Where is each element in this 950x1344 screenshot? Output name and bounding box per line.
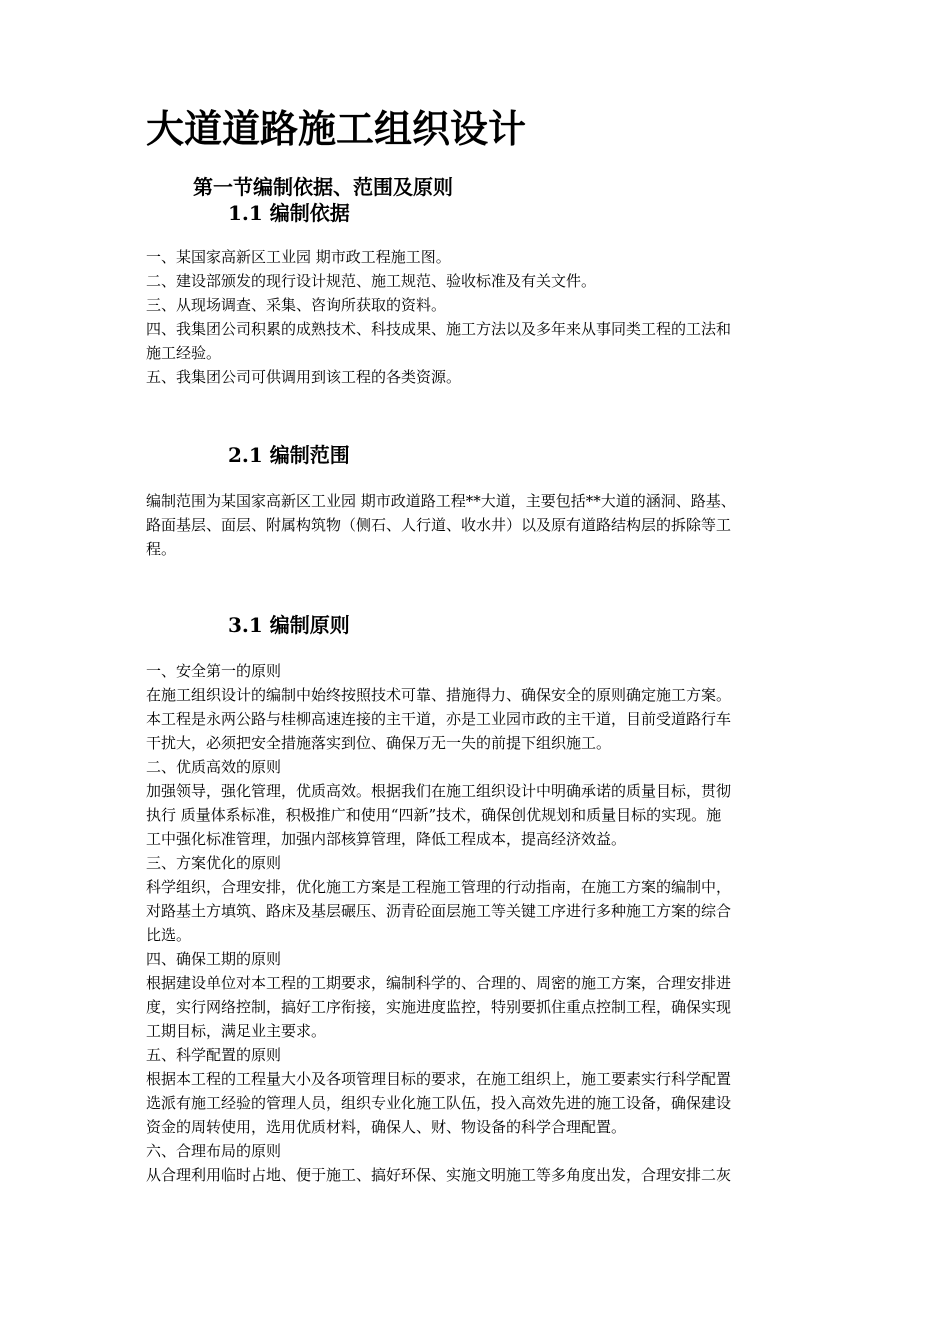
principles-line: 在施工组织设计的编制中始终按照技术可靠、措施得力、确保安全的原则确定施工方案。 bbox=[146, 686, 732, 704]
scope-paragraph bbox=[146, 489, 810, 561]
scope-line: 程。 bbox=[146, 540, 177, 558]
principles-line: 干扰大，必须把安全措施落实到位、确保万无一失的前提下组织施工。 bbox=[146, 734, 612, 752]
basis-paragraph bbox=[146, 245, 810, 389]
document-title: 大道道路施工组织设计 bbox=[146, 106, 527, 151]
basis-line: 四、我集团公司积累的成熟技术、科技成果、施工方法以及多年来从事同类工程的工法和 bbox=[146, 320, 732, 338]
principles-line: 本工程是永两公路与桂柳高速连接的主干道，亦是工业园市政的主干道，目前受道路行车 bbox=[146, 710, 732, 728]
section-heading: 第一节编制依据、范围及原则 bbox=[193, 175, 453, 199]
principles-line: 加强领导，强化管理，优质高效。根据我们在施工组织设计中明确承诺的质量目标，贯彻 bbox=[146, 782, 732, 800]
principles-line: 四、确保工期的原则 bbox=[146, 950, 282, 968]
basis-line: 二、建设部颁发的现行设计规范、施工规范、验收标准及有关文件。 bbox=[146, 272, 597, 290]
principles-line: 比选。 bbox=[146, 926, 192, 944]
principles-line: 一、安全第一的原则 bbox=[146, 662, 282, 680]
basis-line: 五、我集团公司可供调用到该工程的各类资源。 bbox=[146, 368, 462, 386]
principles-line: 二、优质高效的原则 bbox=[146, 758, 282, 776]
scope-line: 编制范围为某国家高新区工业园 期市政道路工程**大道，主要包括**大道的涵洞、路基、 bbox=[146, 492, 736, 510]
principles-line: 工期目标，满足业主要求。 bbox=[146, 1022, 327, 1040]
scope-line: 路面基层、面层、附属构筑物（侧石、人行道、收水井）以及原有道路结构层的拆除等工 bbox=[146, 516, 732, 534]
principles-line: 五、科学配置的原则 bbox=[146, 1046, 282, 1064]
principles-line: 三、方案优化的原则 bbox=[146, 854, 282, 872]
basis-line: 施工经验。 bbox=[146, 344, 222, 362]
principles-line: 根据建设单位对本工程的工期要求，编制科学的、合理的、周密的施工方案，合理安排进 bbox=[146, 974, 732, 992]
principles-line: 度，实行网络控制，搞好工序衔接，实施进度监控，特别要抓住重点控制工程，确保实现 bbox=[146, 998, 732, 1016]
principles-line: 六、合理布局的原则 bbox=[146, 1142, 282, 1160]
principles-heading: 3.1 编制原则 bbox=[228, 613, 350, 637]
principles-line: 执行 质量体系标准，积极推广和使用“四新”技术，确保创优规划和质量目标的实现。施 bbox=[146, 806, 722, 824]
scope-heading: 2.1 编制范围 bbox=[228, 443, 350, 467]
principles-line: 对路基土方填筑、路床及基层碾压、沥青砼面层施工等关键工序进行多种施工方案的综合 bbox=[146, 902, 732, 920]
principles-line: 根据本工程的工程量大小及各项管理目标的要求，在施工组织上，施工要素实行科学配置 bbox=[146, 1070, 732, 1088]
basis-line: 一、某国家高新区工业园 期市政工程施工图。 bbox=[146, 248, 451, 266]
principles-line: 从合理利用临时占地、便于施工、搞好环保、实施文明施工等多角度出发，合理安排二灰 bbox=[146, 1166, 732, 1184]
basis-heading: 1.1 编制依据 bbox=[228, 201, 350, 225]
principles-line: 选派有施工经验的管理人员，组织专业化施工队伍，投入高效先进的施工设备，确保建设 bbox=[146, 1094, 732, 1112]
principles-line: 资金的周转使用，选用优质材料，确保人、财、物设备的科学合理配置。 bbox=[146, 1118, 627, 1136]
principles-line: 科学组织，合理安排，优化施工方案是工程施工管理的行动指南，在施工方案的编制中， bbox=[146, 878, 732, 896]
principles-line: 工中强化标准管理，加强内部核算管理，降低工程成本，提高经济效益。 bbox=[146, 830, 627, 848]
basis-line: 三、从现场调查、采集、咨询所获取的资料。 bbox=[146, 296, 447, 314]
principles-paragraph bbox=[146, 659, 810, 1187]
